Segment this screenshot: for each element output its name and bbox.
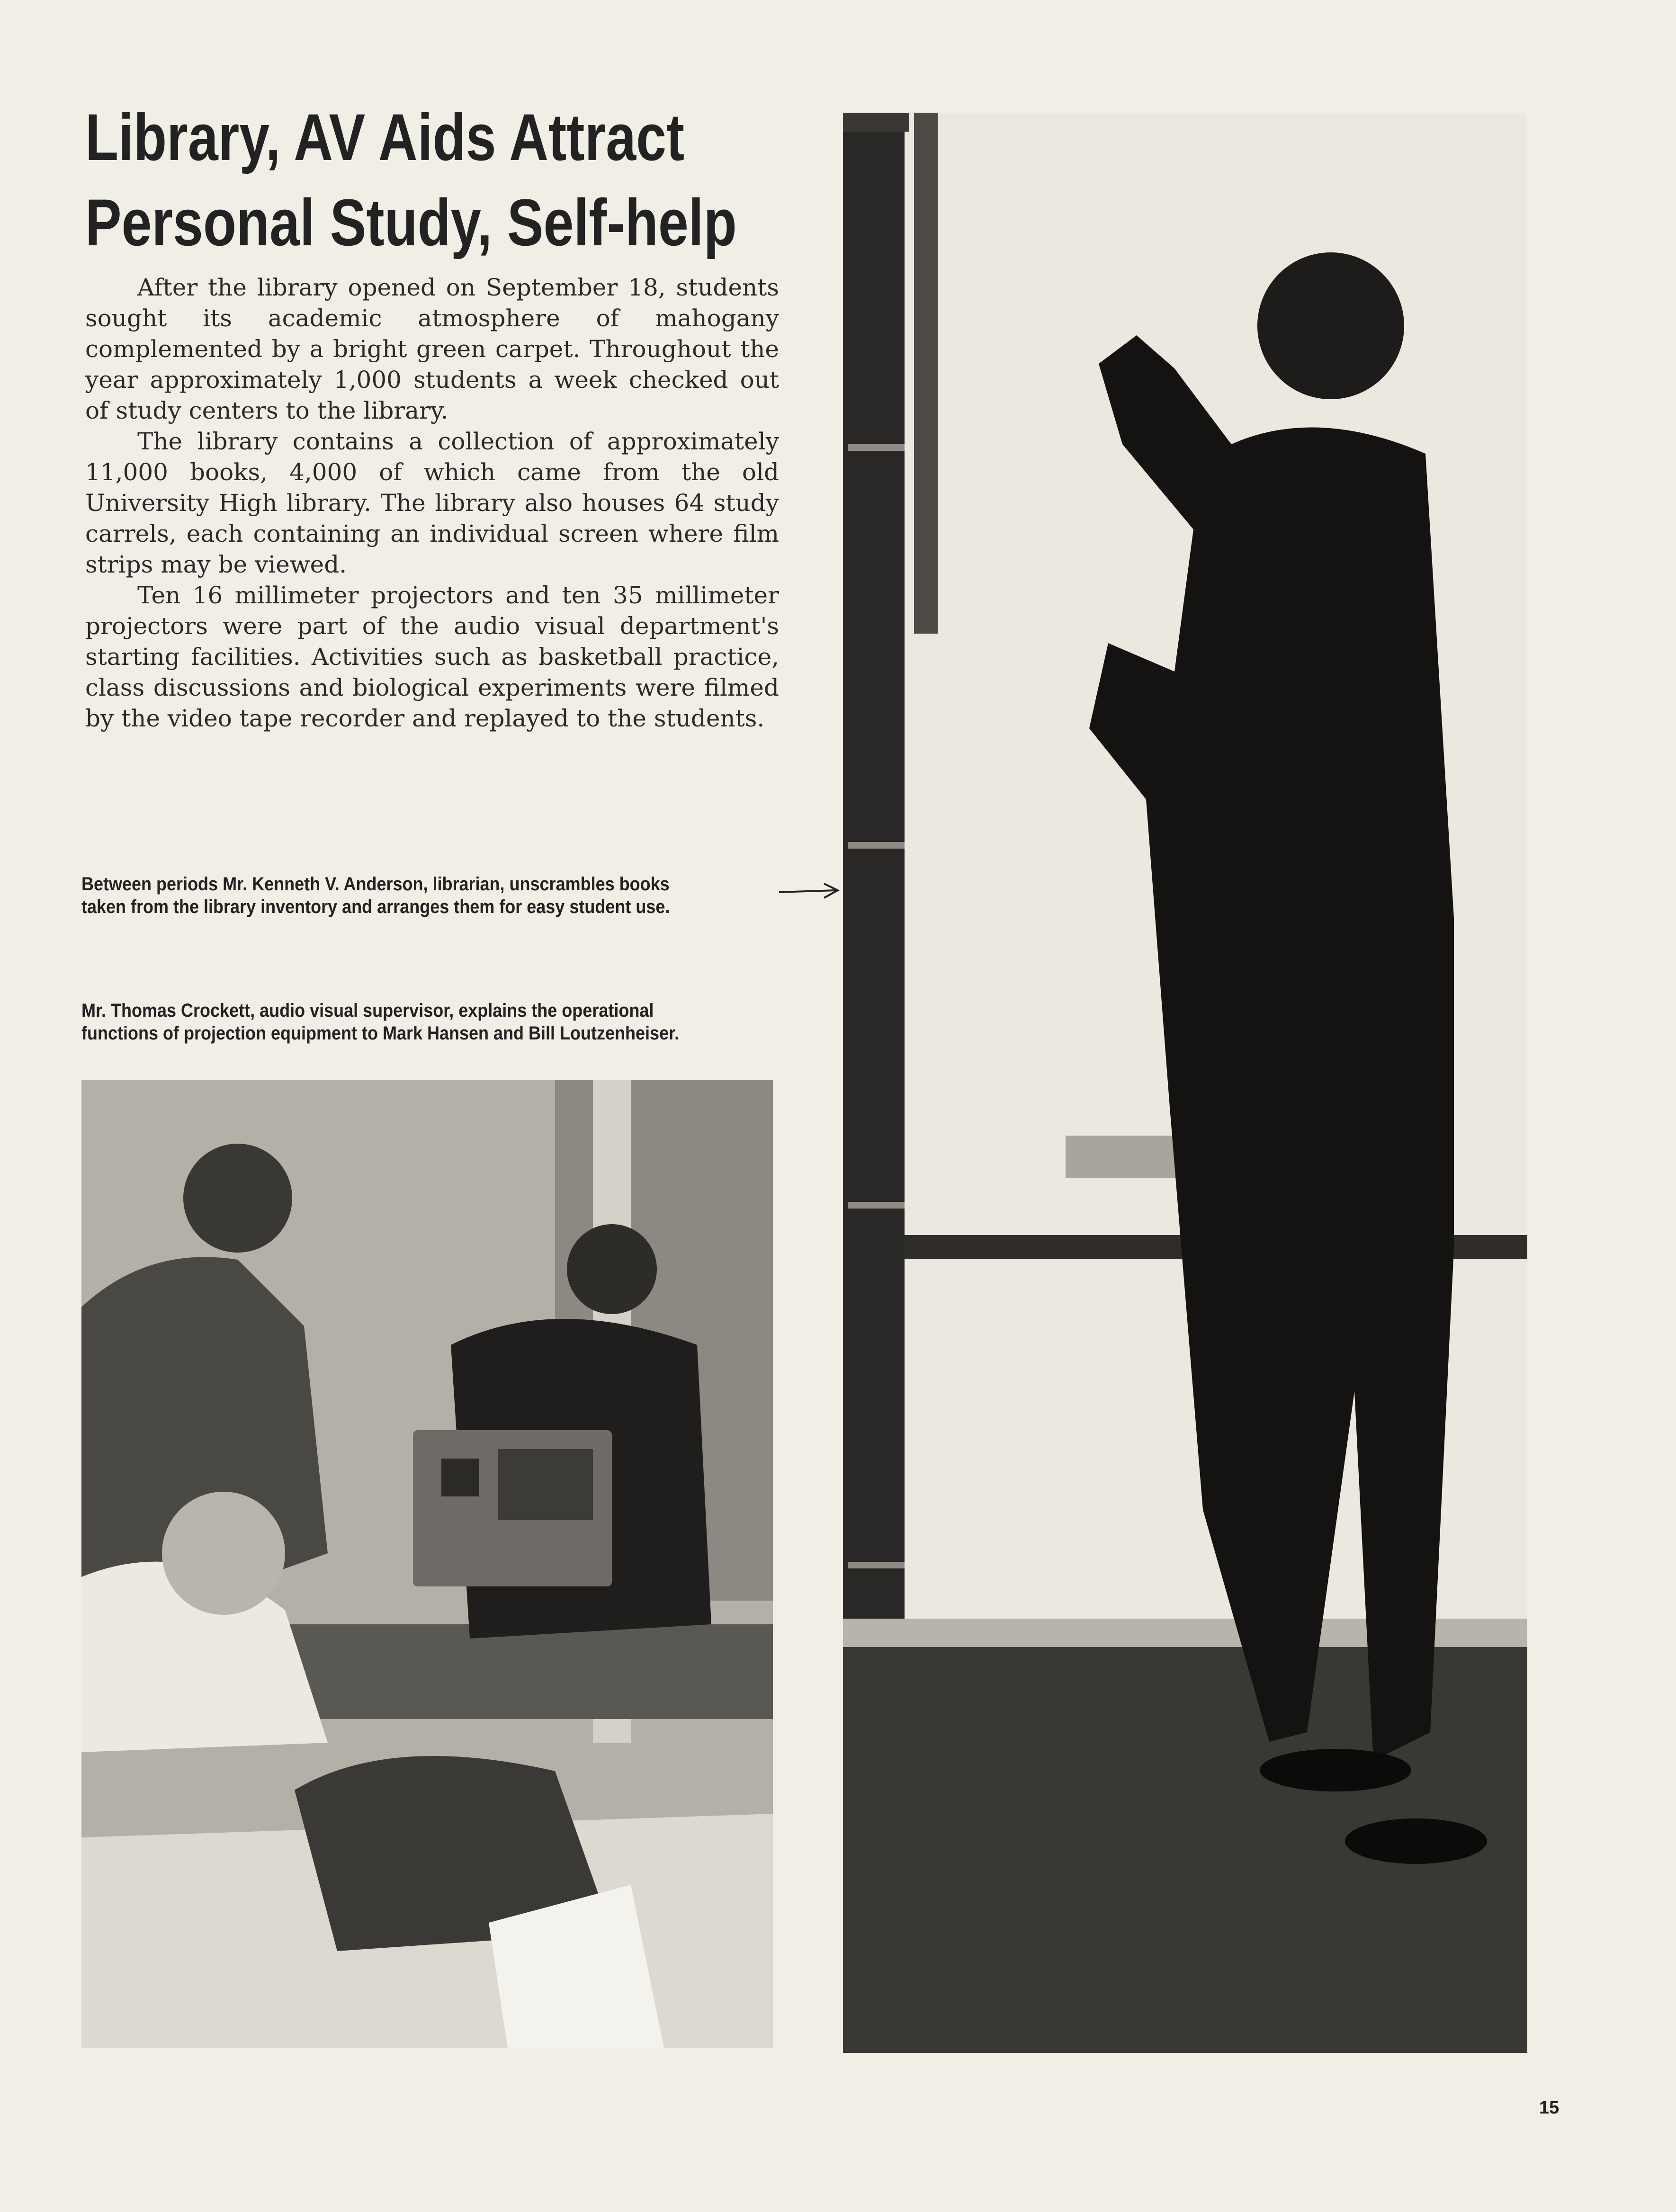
headline-line-2: Personal Study, Self-help xyxy=(85,185,737,260)
page-headline xyxy=(85,95,737,265)
av-equipment-photo xyxy=(81,1080,773,2048)
article-paragraph: Ten 16 millimeter projectors and ten 35 millimeter projectors were part of the audio visual department's starting facilities. Activities such as basketball practice, class discussions and biological experiments were filmed by the video tape recorder and replayed to the students. xyxy=(85,582,779,732)
right-arrow-icon xyxy=(779,882,841,901)
article-body xyxy=(85,272,779,734)
article-paragraph: After the library opened on September 18, students sought its academic atmosphere of mahogany complemented by a bright green carpet. Throughout the year approximately 1,000 students a week checked out of study centers to the library. xyxy=(85,274,779,424)
av-photo-caption: Mr. Thomas Crockett, audio visual supervisor, explains the operational functions of projection equipment to Mark Hansen and Bill Loutzenheiser. xyxy=(81,1000,680,1044)
article-paragraph: The library contains a collection of approximately 11,000 books, 4,000 of which came from the old University High library. The library also houses 64 study carrels, each containing an individual screen where film strips may be viewed. xyxy=(85,428,779,578)
page-number: 15 xyxy=(1539,2098,1559,2118)
headline-line-1: Library, AV Aids Attract xyxy=(85,100,685,174)
librarian-photo xyxy=(843,113,1527,2053)
librarian-photo-caption: Between periods Mr. Kenneth V. Anderson, librarian, unscrambles books taken from the library inventory and arranges them for easy student use. xyxy=(81,874,670,917)
